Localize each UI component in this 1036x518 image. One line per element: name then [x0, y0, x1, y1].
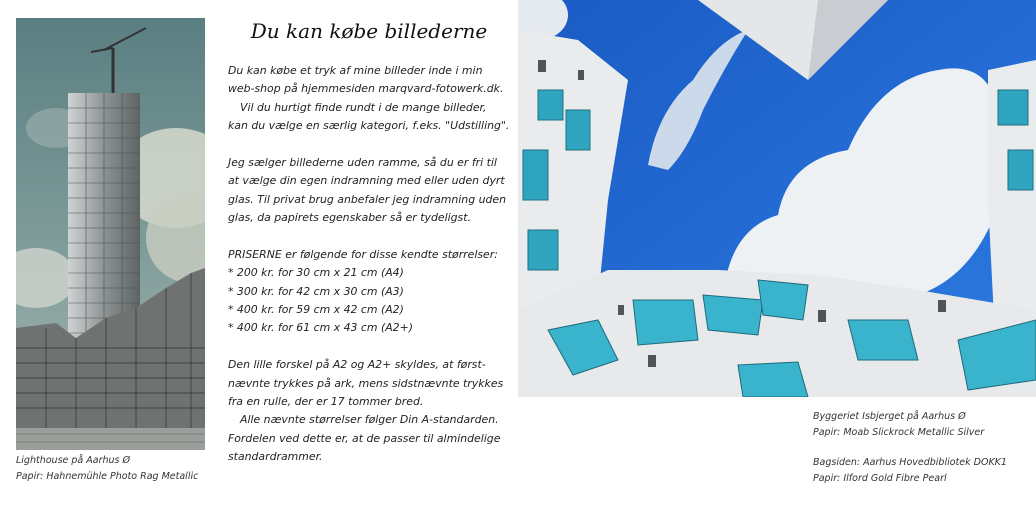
- text-line: glas. Til privat brug anbefaler jeg indramning uden: [228, 192, 506, 206]
- page-title: Du kan købe billederne: [250, 19, 488, 43]
- text-line: Vil du hurtigt finde rundt i de mange billeder,: [240, 100, 487, 114]
- caption-left-title: Lighthouse på Aarhus Ø: [16, 455, 130, 466]
- paragraph-spacer: [228, 228, 508, 246]
- paragraph-spacer: [228, 338, 508, 356]
- text-line: Du kan købe et tryk af mine billeder inde i min: [228, 64, 483, 77]
- caption-left-paper: Papir: Hahnemühle Photo Rag Metallic: [16, 471, 199, 482]
- lighthouse-photo: [16, 18, 205, 450]
- caption-right-title: Byggeriet Isbjerget på Aarhus Ø: [813, 411, 966, 422]
- text-line: web-shop på hjemmesiden marqvard-fotowerk.dk.: [228, 82, 504, 96]
- lighthouse-image: [16, 18, 205, 450]
- text-line: kan du vælge en særlig kategori, f.eks. "Udstilling".: [228, 119, 510, 133]
- text-line: Jeg sælger billederne uden ramme, så du er fri til: [228, 155, 497, 169]
- text-line: Den lille forskel på A2 og A2+ skyldes, at først-: [228, 358, 486, 372]
- paragraph-spacer: [228, 136, 508, 154]
- text-line: * 300 kr. for 42 cm x 30 cm (A3): [228, 284, 404, 298]
- text-line: fra en rulle, der er 17 tommer bred.: [228, 395, 424, 409]
- caption-left: [16, 453, 198, 485]
- caption-right-back-paper: Papir: Ilford Gold Fibre Pearl: [813, 473, 947, 484]
- text-line: * 400 kr. for 61 cm x 43 cm (A2+): [228, 321, 413, 335]
- text-line: glas, da papirets egenskaber så er tydeligst.: [228, 211, 471, 225]
- isbjerget-image: [518, 0, 1036, 397]
- text-line: standardrammer.: [228, 450, 323, 464]
- text-line: nævnte trykkes på ark, mens sidstnævnte trykkes: [228, 376, 504, 390]
- caption-right-back: Bagsiden: Aarhus Hovedbibliotek DOKK1: [813, 457, 1007, 468]
- text-line: * 400 kr. for 59 cm x 42 cm (A2): [228, 303, 404, 317]
- isbjerget-photo: [518, 0, 1036, 397]
- text-line: Fordelen ved dette er, at de passer til almindelige: [228, 431, 501, 445]
- body-text: [228, 62, 508, 467]
- text-line: at vælge din egen indramning med eller uden dyrt: [228, 174, 505, 188]
- text-line: PRISERNE er følgende for disse kendte størrelser:: [228, 247, 498, 261]
- text-line: * 200 kr. for 30 cm x 21 cm (A4): [228, 266, 404, 280]
- caption-right-paper: Papir: Moab Slickrock Metallic Silver: [813, 427, 985, 438]
- text-line: Alle nævnte størrelser følger Din A-standarden.: [240, 413, 499, 427]
- caption-right: [813, 409, 1007, 487]
